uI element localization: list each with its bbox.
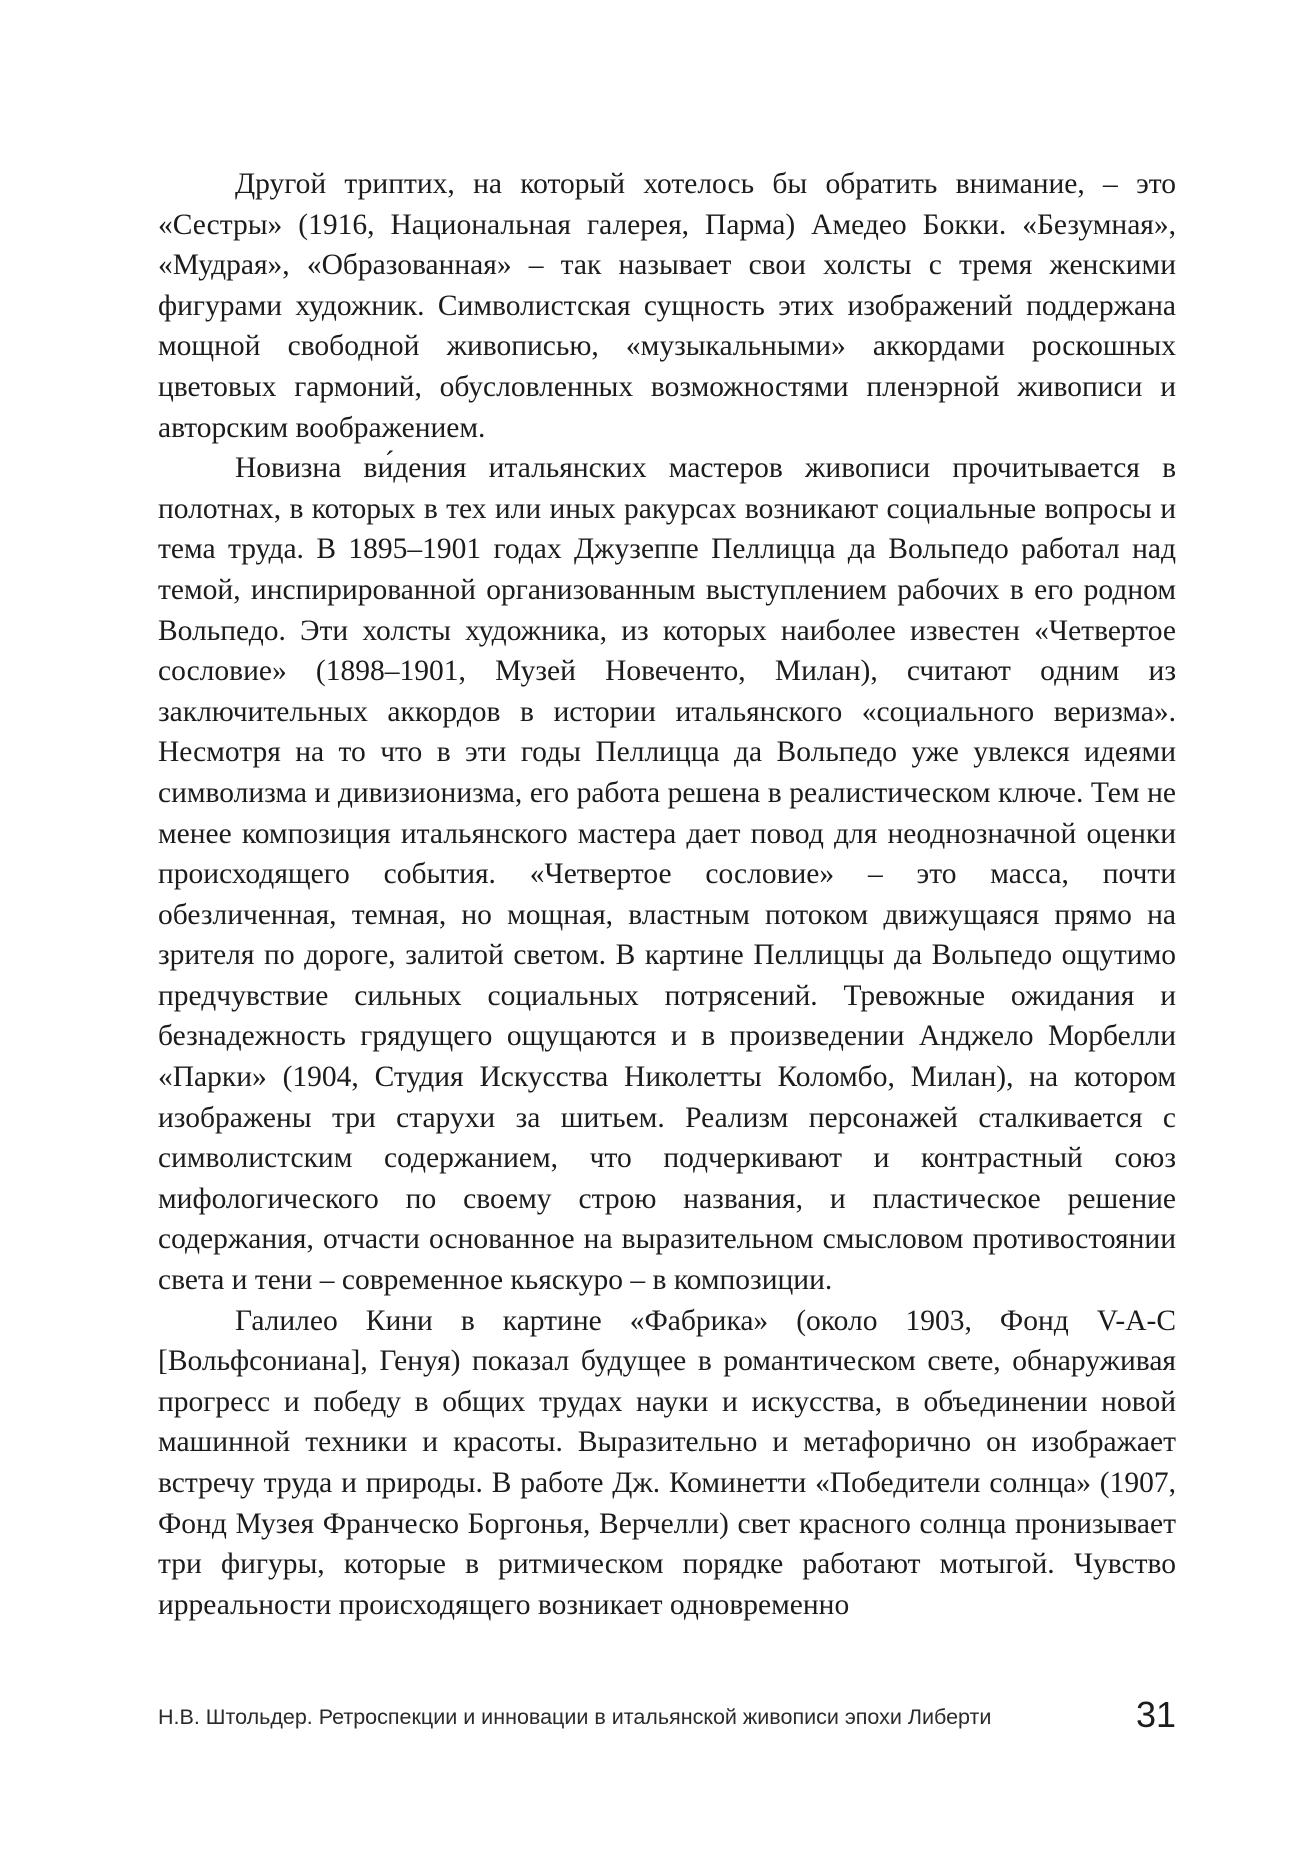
paragraph-2: Новизна ви́дения итальянских мастеров живописи прочитывается в полотнах, в которых в тех или иных ракурсах возникают социальные вопросы и тема труда. В 1895–1901 годах Джузеппе Пеллицца да Вольпедо работал над темой, инспирированной организованным выступлением рабочих в его родном Вольпедо. Эти холсты художника, из которых наиболее известен «Четвертое сословие» (1898–1901, Музей Новеченто, Милан), считают одним из заключительных аккордов в истории итальянского «социального веризма». Несмотря на то что в эти годы Пеллицца да Вольпедо уже увлекся идеями символизма и дивизионизма, его работа решена в реалистическом ключе. Тем не менее композиция итальянского мастера дает повод для неоднозначной оценки происходящего события. «Четвертое сословие» – это масса, почти обезличенная, темная, но мощная, властным потоком движущаяся прямо на зрителя по дороге, залитой светом. В картине Пеллиццы да Вольпедо ощутимо предчувствие сильных социальных потрясений. Тревожные ожидания и безнадежность грядущего ощущаются и в произведении Анджело Морбелли «Парки» (1904, Студия Искусства Николетты Коломбо, Милан), на котором изображены три старухи за шитьем. Реализм персонажей сталкивается с символистским содержанием, что подчеркивают и контрастный союз мифологического по своему строю названия, и пластическое решение содержания, отчасти основанное на выразительном смысловом противостоянии света и тени – современное кьяскуро – в композиции. [158,452,1176,1297]
paragraph-1: Другой триптих, на который хотелось бы обратить внимание, – это «Сестры» (1916, Национальная галерея, Парма) Амедео Бокки. «Безумная», «Мудрая», «Образованная» – так называет свои холсты с тремя женскими фигурами художник. Символистская сущность этих изображений поддержана мощной свободной живописью, «музыкальными» аккордами роскошных цветовых гармоний, обусловленных возможностями пленэрной живописи и авторским воображением. [158,168,1176,444]
running-head: Н.В. Штольдер. Ретроспекции и инновации в итальянской живописи эпохи Либерти [158,1705,992,1729]
page-number: 31 [1135,1694,1176,1735]
body-text [158,164,1176,1625]
page-footer [158,1686,1176,1736]
paragraph-3: Галилео Кини в картине «Фабрика» (около 1903, Фонд V-A-C [Вольфсониана], Генуя) показал будущее в романтическом свете, обнаруживая прогресс и победу в общих трудах науки и искусства, в объединении новой машинной техники и красоты. Выразительно и метафорично он изображает встречу труда и природы. В работе Дж. Коминетти «Победители солнца» (1907, Фонд Музея Франческо Боргонья, Верчелли) свет красного солнца пронизывает три фигуры, которые в ритмическом порядке работают мотыгой. Чувство ирреальности происходящего возникает одновременно [158,1304,1176,1621]
